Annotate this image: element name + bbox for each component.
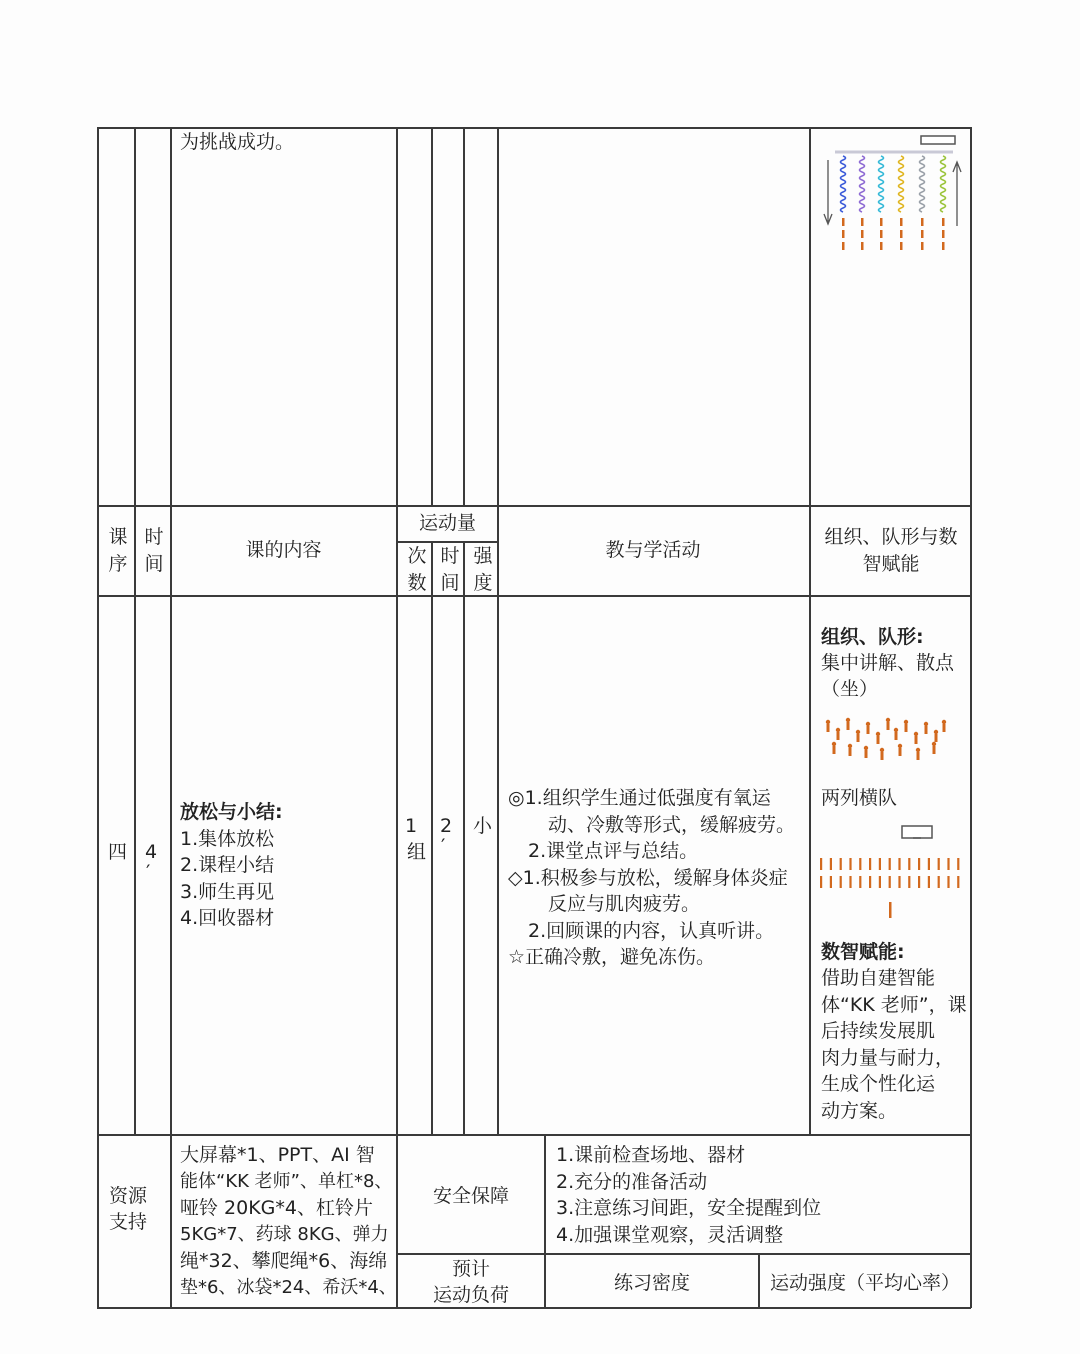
person-mark (900, 218, 903, 226)
digital-line: 生成个性化运 (821, 1073, 936, 1095)
person-mark (942, 242, 945, 250)
student-mark (859, 858, 861, 870)
person-mark (842, 230, 845, 238)
row-duration-unit: ′ (441, 835, 446, 857)
student-mark (957, 876, 959, 888)
person-mark (942, 230, 945, 238)
screen-icon (921, 136, 955, 144)
student-mark (856, 730, 860, 742)
student-mark (876, 732, 880, 744)
resource-list (180, 1142, 397, 1301)
safety-item: 1.课前检查场地、器材 (556, 1144, 746, 1166)
student-mark (820, 876, 822, 888)
resource-label: 支持 (109, 1211, 148, 1233)
student-mark (932, 742, 936, 754)
two-rows-formation-diagram (814, 822, 966, 922)
person-mark (921, 242, 924, 250)
wave-lines (841, 156, 946, 212)
safety-item: 4.加强课堂观察，灵活调整 (556, 1223, 784, 1246)
wave-line (941, 156, 946, 212)
student-mark (849, 876, 851, 888)
student-mark (866, 722, 870, 734)
digital-text (821, 965, 967, 1124)
density-label: 练习密度 (613, 1272, 690, 1294)
org-title: 组织、队形: (821, 626, 924, 648)
student-mark (928, 858, 930, 870)
student-mark (840, 858, 842, 870)
content-item: 2.课程小结 (180, 854, 275, 876)
wave-line (879, 156, 884, 212)
person-mark (842, 242, 845, 250)
header-load: 运动量 (418, 512, 476, 534)
student-mark (938, 876, 940, 888)
content-item: 1.集体放松 (180, 827, 275, 850)
resource-line: 5KG*7、药球 8KG、弹力 (180, 1223, 389, 1245)
header-time: 时间 (144, 526, 164, 575)
student-mark (957, 858, 959, 870)
student-mark (947, 876, 949, 888)
content-item: 3.师生再见 (180, 880, 275, 903)
student-mark (826, 720, 830, 732)
person-mark (861, 230, 864, 238)
intensity-label: 运动强度（平均心率） (769, 1272, 960, 1294)
digital-line: 肉力量与耐力， (821, 1046, 955, 1069)
student-mark (908, 858, 910, 870)
digital-line: 后持续发展肌 (821, 1020, 936, 1042)
student-mark (880, 748, 884, 760)
org-line: 集中讲解、散点 (821, 652, 955, 674)
row-activities (508, 785, 795, 971)
header-count: 次数 (407, 545, 427, 594)
row-intensity: 小 (473, 815, 493, 837)
people-dashes (842, 218, 945, 250)
teacher-mark (889, 902, 892, 918)
student-mark (846, 718, 850, 730)
person-mark (861, 242, 864, 250)
student-mark (889, 858, 891, 870)
person-mark (842, 218, 845, 226)
header-org-line1: 组织、队形与数 (824, 526, 958, 548)
scattered-formation-diagram (820, 712, 950, 764)
activity-line: ◎1.组织学生通过低强度有氧运 (508, 787, 771, 809)
activity-line: 2.课堂点评与总结。 (528, 840, 699, 862)
arrow-down-icon (824, 160, 832, 224)
load-label: 预计 (451, 1258, 490, 1280)
student-mark (889, 876, 891, 888)
content-title: 放松与小结: (180, 801, 283, 823)
org-line: （坐） (821, 678, 879, 700)
student-mark (864, 746, 868, 758)
safety-item: 2.充分的准备活动 (556, 1170, 708, 1193)
person-mark (921, 230, 924, 238)
person-mark (900, 230, 903, 238)
student-mark (830, 858, 832, 870)
row-count-unit: 组 (407, 841, 427, 863)
student-mark (904, 720, 908, 732)
student-mark (830, 876, 832, 888)
content-cell-continuation: 为挑战成功。 (180, 131, 295, 153)
screen-icon (902, 826, 932, 838)
row-seq: 四 (108, 841, 128, 863)
header-duration: 时间 (440, 545, 460, 594)
student-mark (886, 718, 890, 730)
student-mark (869, 876, 871, 888)
student-mark (947, 858, 949, 870)
resource-label: 资源 (109, 1185, 148, 1207)
student-mark (928, 876, 930, 888)
resource-line: 绳*32、攀爬绳*6、海绵 (180, 1250, 388, 1272)
activity-line: 动、冷敷等形式，缓解疲劳。 (548, 813, 796, 836)
safety-item: 3.注意练习间距，安全提醒到位 (556, 1197, 822, 1219)
digital-line: 体“KK 老师”，课 (821, 993, 967, 1016)
formation-label: 两列横队 (821, 787, 898, 809)
activity-line: ☆正确冷敷，避免冻伤。 (508, 946, 716, 968)
student-mark (879, 876, 881, 888)
student-mark (848, 744, 852, 756)
student-mark (916, 748, 920, 760)
person-mark (880, 242, 883, 250)
row-duration-num: 2 (440, 815, 453, 837)
row-count-num: 1 (405, 815, 418, 837)
student-mark (879, 858, 881, 870)
student-mark (934, 730, 938, 742)
student-mark (832, 742, 836, 754)
student-mark (898, 858, 900, 870)
student-mark (898, 876, 900, 888)
wave-line (841, 156, 846, 212)
digital-line: 动方案。 (821, 1099, 898, 1122)
resource-line: 能体“KK 老师”、单杠*8、 (180, 1170, 393, 1192)
student-mark (942, 720, 946, 732)
row-content (180, 799, 283, 932)
wave-line (860, 156, 865, 212)
person-mark (921, 218, 924, 226)
student-mark (914, 732, 918, 744)
warmup-formation-diagram (815, 130, 967, 260)
header-org-line2: 智赋能 (862, 553, 920, 575)
header-activity: 教与学活动 (605, 539, 701, 561)
row-time-num: 4 (145, 841, 158, 863)
activity-line: 2.回顾课的内容，认真听讲。 (528, 919, 775, 942)
person-mark (861, 218, 864, 226)
student-mark (849, 858, 851, 870)
student-mark (918, 858, 920, 870)
wave-line (920, 156, 925, 212)
student-mark (820, 858, 822, 870)
arrow-up-icon (953, 162, 961, 226)
digital-title: 数智赋能: (821, 941, 905, 963)
student-mark (840, 876, 842, 888)
content-item: 4.回收器材 (180, 907, 275, 929)
student-mark (924, 722, 928, 734)
student-mark (898, 744, 902, 756)
safety-label: 安全保障 (432, 1185, 509, 1207)
person-mark (900, 242, 903, 250)
activity-line: 反应与肌肉疲劳。 (548, 893, 701, 915)
activity-line: ◇1.积极参与放松，缓解身体炎症 (508, 866, 788, 889)
student-mark (869, 858, 871, 870)
student-mark (938, 858, 940, 870)
header-seq: 课序 (108, 526, 128, 575)
wave-line (899, 156, 904, 212)
safety-list (556, 1142, 821, 1248)
row-time-unit: ′ (146, 861, 151, 883)
header-content: 课的内容 (245, 539, 322, 561)
person-mark (880, 218, 883, 226)
header-intensity: 强度 (473, 545, 493, 594)
resource-line: 哑铃 20KG*4、杠铃片 (180, 1197, 373, 1219)
student-mark (894, 728, 898, 740)
digital-line: 借助自建智能 (821, 967, 936, 989)
student-mark (859, 876, 861, 888)
student-mark (908, 876, 910, 888)
person-mark (880, 230, 883, 238)
person-mark (942, 218, 945, 226)
resource-line: 大屏幕*1、PPT、AI 智 (180, 1144, 375, 1166)
student-mark (836, 728, 840, 740)
load-label: 运动负荷 (432, 1284, 509, 1306)
resource-line: 垫*6、冰袋*24、希沃*4、 (180, 1276, 397, 1298)
student-mark (918, 876, 920, 888)
